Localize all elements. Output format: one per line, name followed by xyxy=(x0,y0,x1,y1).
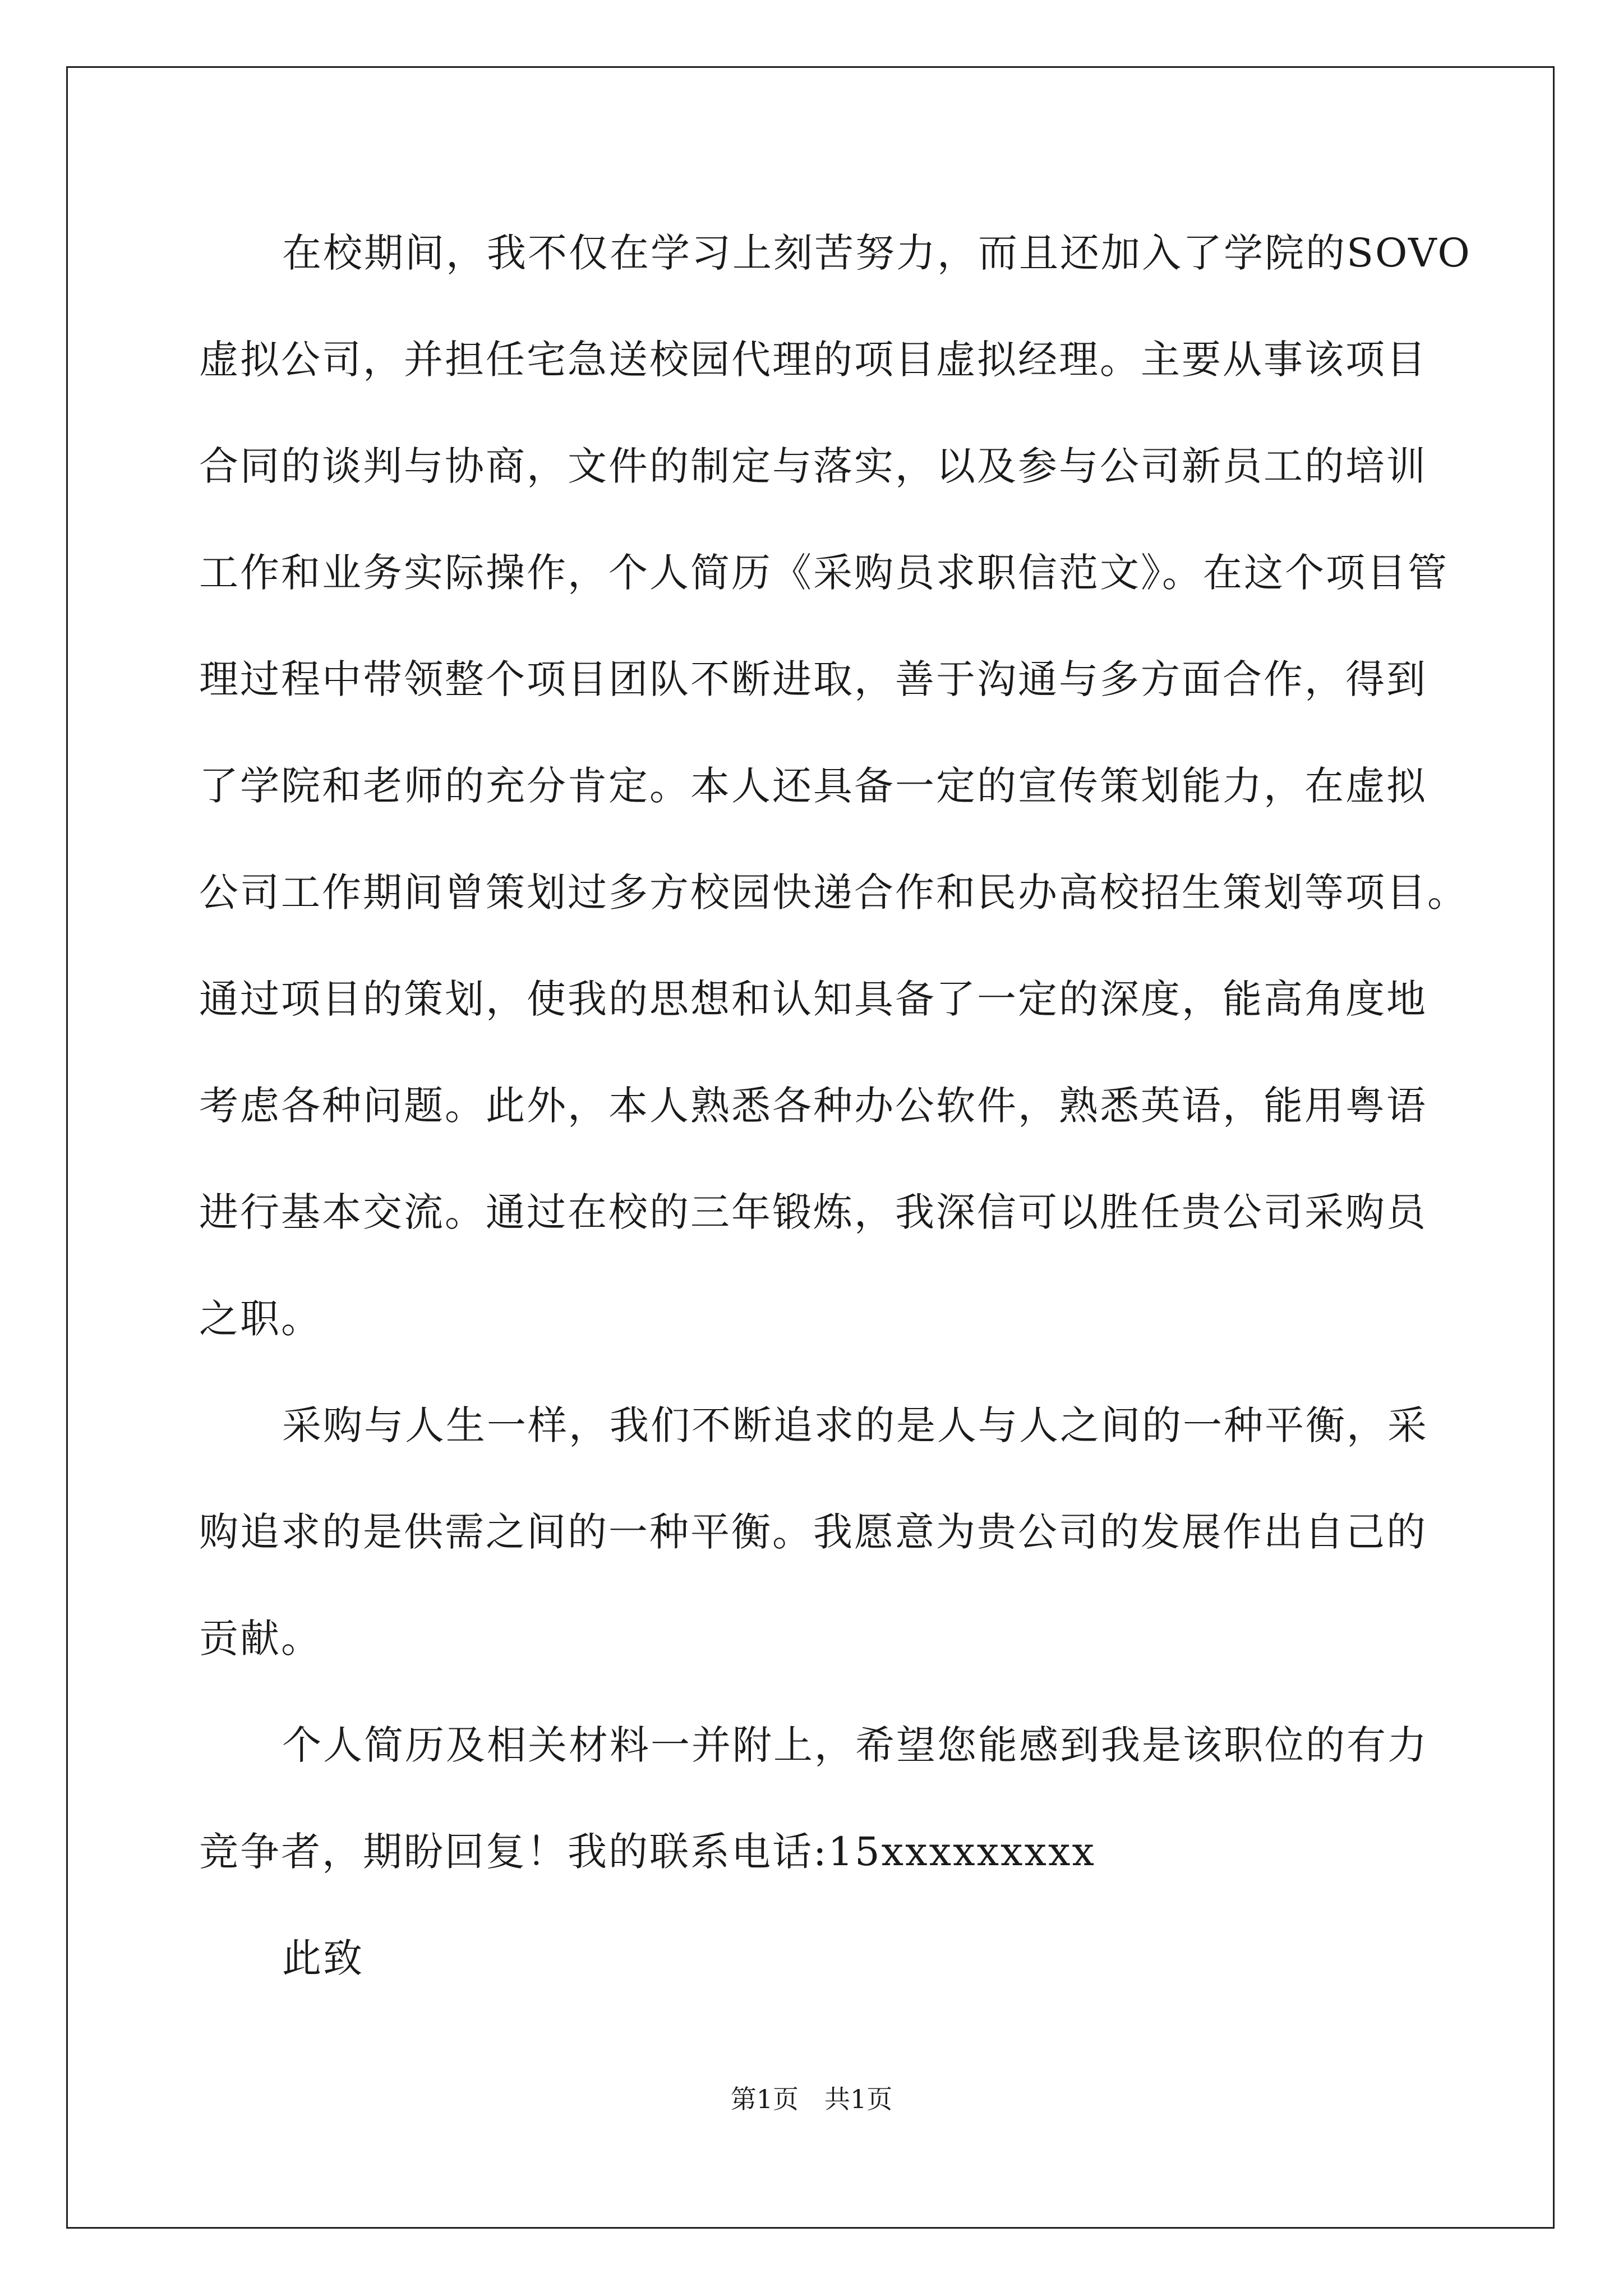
text-line: 个人简历及相关材料一并附上，希望您能感到我是该职位的有力 xyxy=(282,1722,1428,1768)
document-body xyxy=(199,212,1472,2024)
text-line: 考虑各种问题。此外，本人熟悉各种办公软件，熟悉英语，能用粤语 xyxy=(199,1083,1427,1129)
text-line: 了学院和老师的充分肯定。本人还具备一定的宣传策划能力，在虚拟 xyxy=(199,763,1427,809)
text-line: 公司工作期间曾策划过多方校园快递合作和民办高校招生策划等项目。 xyxy=(199,869,1468,915)
page-footer: 第1页 共1页 xyxy=(730,2084,893,2114)
text-line: 工作和业务实际操作，个人简历《采购员求职信范文》。在这个项目管 xyxy=(199,550,1449,596)
text-line: 通过项目的策划，使我的思想和认知具备了一定的深度，能高角度地 xyxy=(199,976,1427,1022)
text-line: 合同的谈判与协商，文件的制定与落实，以及参与公司新员工的培训 xyxy=(199,443,1427,489)
text-line: 在校期间，我不仅在学习上刻苦努力，而且还加入了学院的SOVO xyxy=(282,230,1472,276)
text-line: 贡献。 xyxy=(199,1616,322,1662)
text-line: 竞争者，期盼回复！我的联系电话:15xxxxxxxxx xyxy=(199,1829,1096,1875)
text-line: 虚拟公司，并担任宅急送校园代理的项目虚拟经理。主要从事该项目 xyxy=(199,337,1427,383)
text-line: 购追求的是供需之间的一种平衡。我愿意为贵公司的发展作出自己的 xyxy=(199,1509,1427,1555)
text-line: 采购与人生一样，我们不断追求的是人与人之间的一种平衡，采 xyxy=(282,1402,1428,1448)
text-line: 之职。 xyxy=(199,1296,322,1342)
text-line: 理过程中带领整个项目团队不断进取，善于沟通与多方面合作，得到 xyxy=(199,656,1427,702)
text-line: 进行基本交流。通过在校的三年锻炼，我深信可以胜任贵公司采购员 xyxy=(199,1189,1427,1235)
text-line: 此致 xyxy=(282,1935,364,1981)
